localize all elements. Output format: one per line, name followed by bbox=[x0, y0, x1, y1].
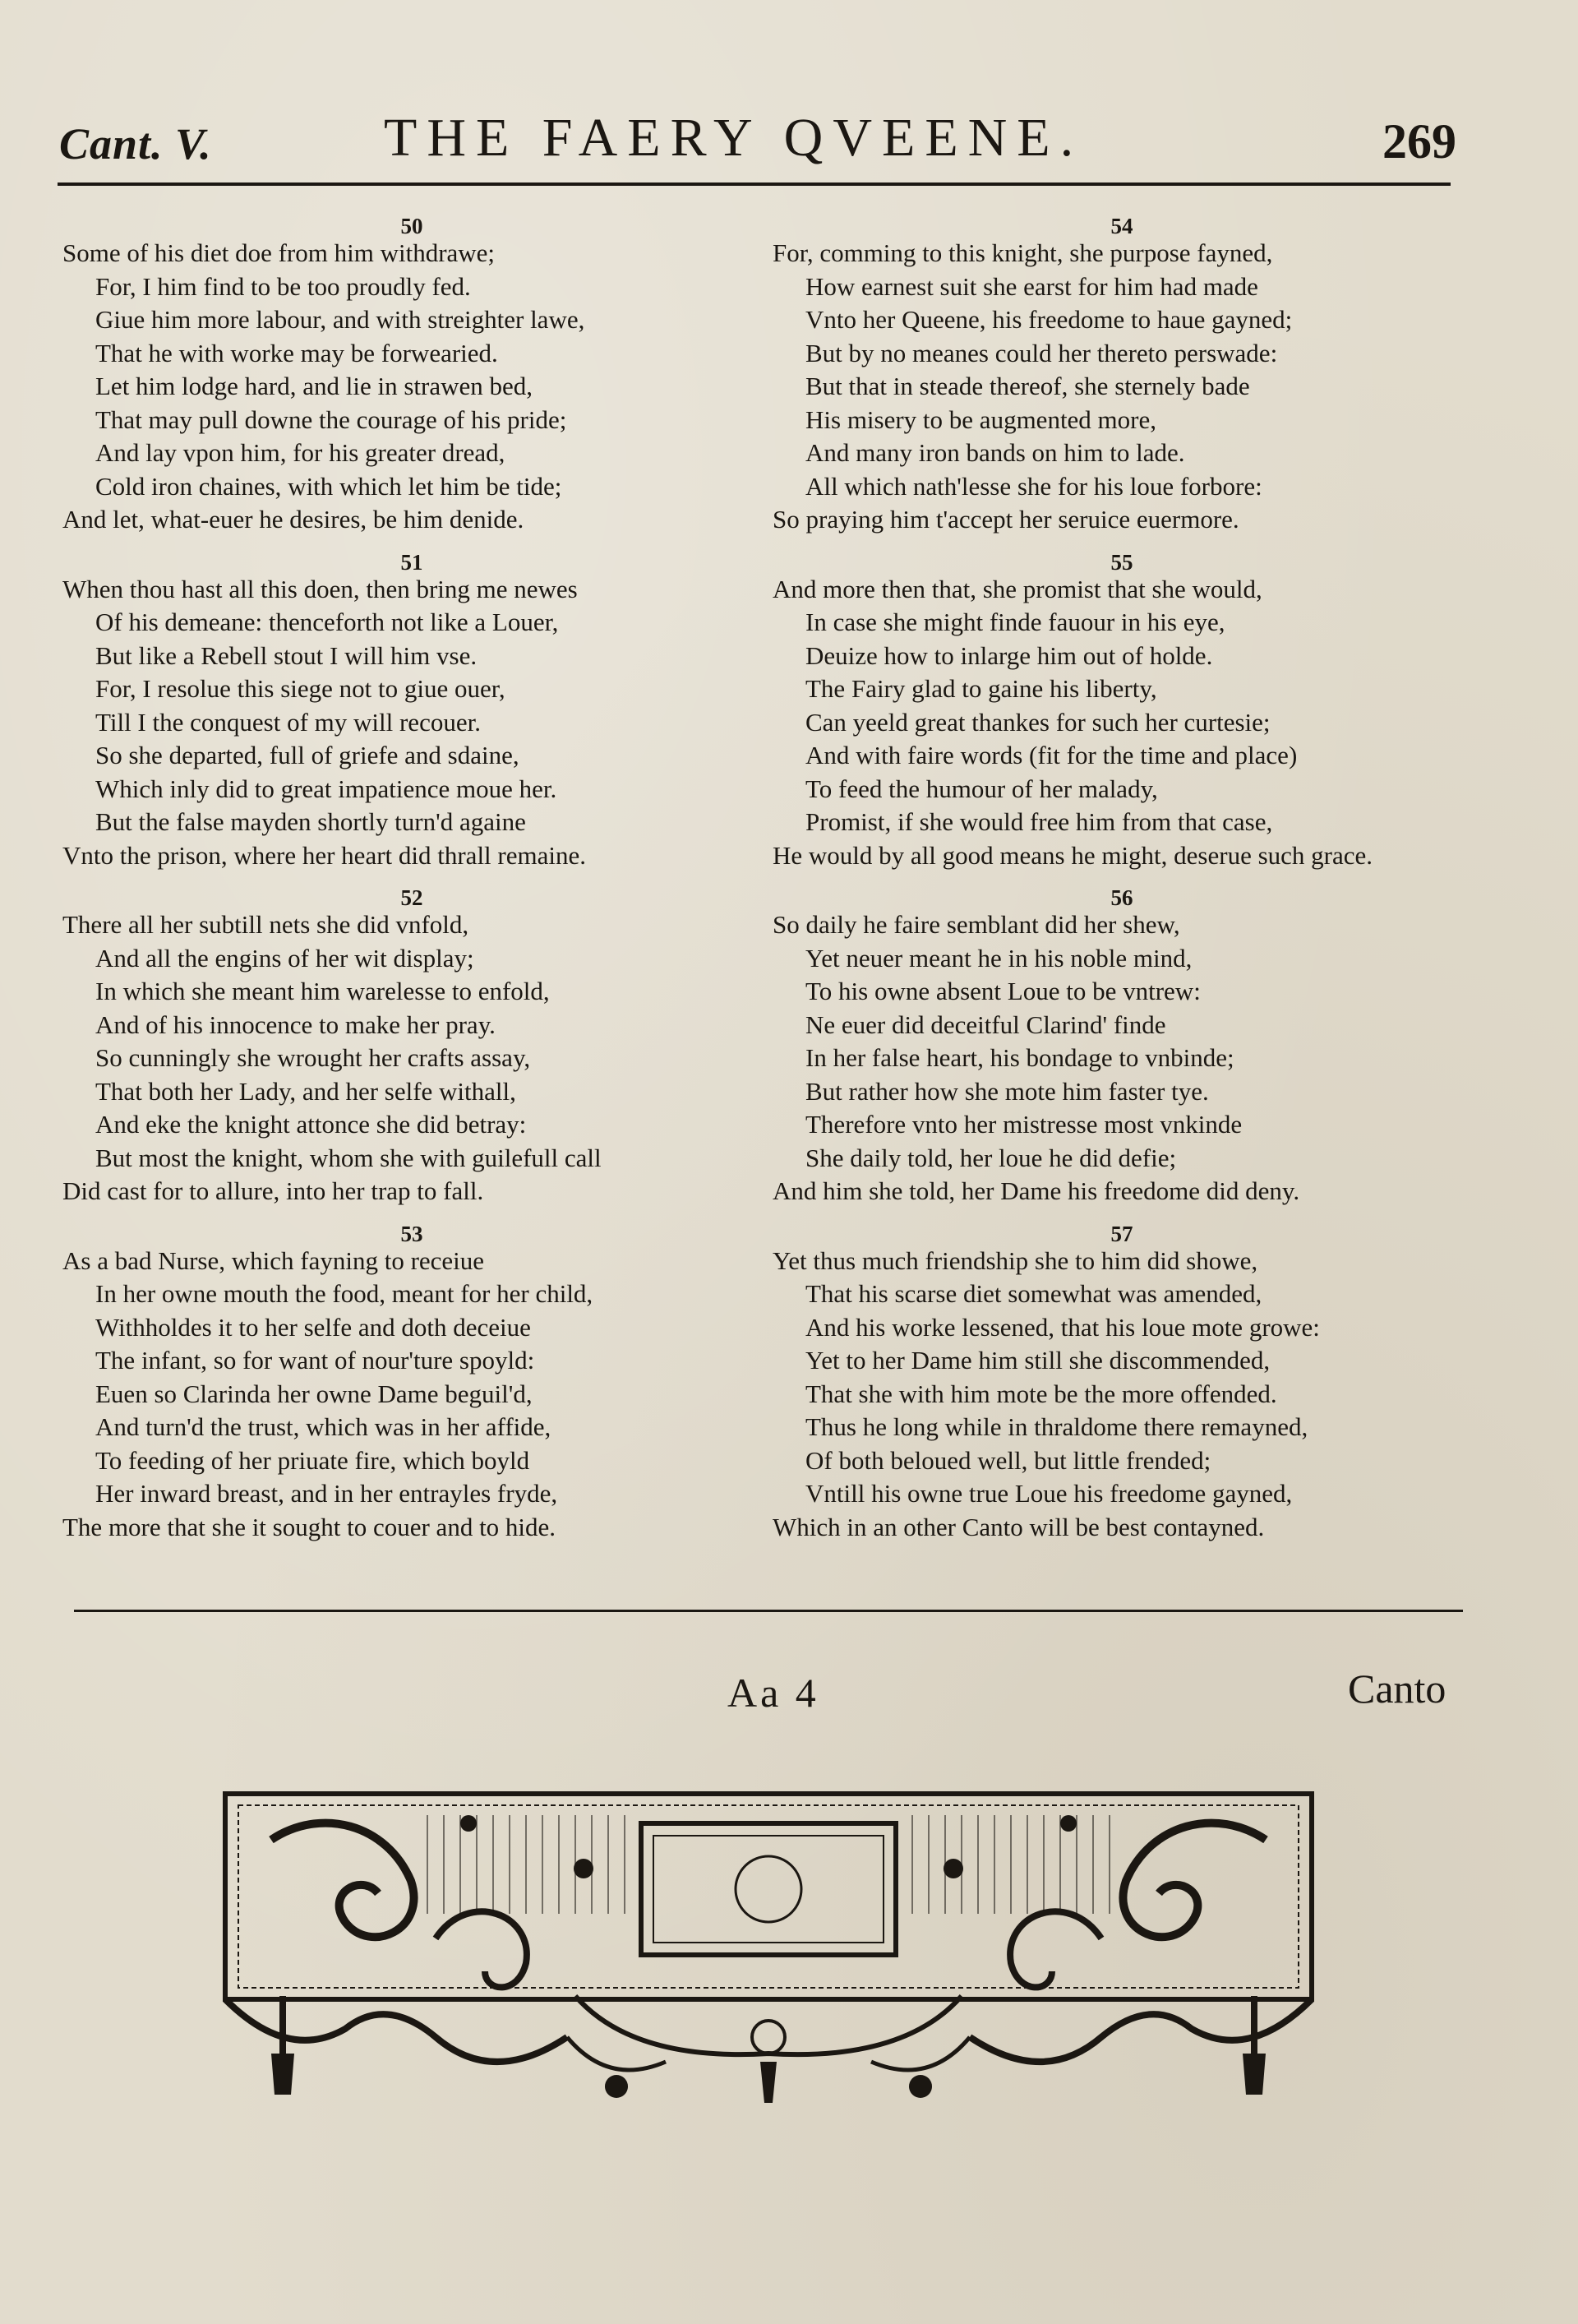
verse-line: But like a Rebell stout I will him vse. bbox=[95, 640, 478, 670]
verse-line: Withholdes it to her selfe and doth deceiue bbox=[95, 1312, 531, 1342]
stanza-number: 52 bbox=[400, 885, 423, 910]
verse-line: Ne euer did deceitful Clarind' finde bbox=[805, 1010, 1166, 1039]
verse-line: But that in steade thereof, she sternely bade bbox=[805, 372, 1250, 400]
verse-line: Promist, if she would free him from that case, bbox=[805, 807, 1273, 836]
verse-line: And him she told, her Dame his freedome did deny. bbox=[773, 1176, 1300, 1205]
verse-line: As a bad Nurse, which fayning to receiue bbox=[62, 1245, 485, 1275]
stanza bbox=[773, 887, 1463, 1208]
verse-line: So praying him t'accept her seruice euermore. bbox=[773, 505, 1239, 534]
verse-line: Therefore vnto her mistresse most vnkinde bbox=[805, 1110, 1243, 1139]
verse-line: In which she meant him warelesse to enfold, bbox=[95, 977, 550, 1005]
verse-line: So she departed, full of griefe and sdaine, bbox=[95, 741, 519, 769]
verse-line: And of his innocence to make her pray. bbox=[95, 1010, 496, 1039]
verse-line: But most the knight, whom she with guilefull call bbox=[95, 1143, 602, 1172]
header-rule bbox=[58, 183, 1451, 186]
verse-line: Let him lodge hard, and lie in strawen bed, bbox=[95, 372, 533, 400]
stanza-number: 55 bbox=[1110, 549, 1133, 575]
page-number: 269 bbox=[1382, 114, 1456, 169]
verse-line: But by no meanes could her thereto perswade: bbox=[805, 338, 1278, 367]
verse-line: For, I him find to be too proudly fed. bbox=[95, 271, 471, 301]
book-title: THE FAERY QVEENE. bbox=[384, 108, 1084, 168]
verse-line: Yet neuer meant he in his noble mind, bbox=[805, 943, 1193, 973]
running-head bbox=[59, 107, 1456, 173]
verse-line: But rather how she mote him faster tye. bbox=[805, 1076, 1209, 1106]
verse-line: And many iron bands on him to lade. bbox=[805, 438, 1185, 467]
stanza bbox=[62, 887, 753, 1208]
verse-line: And all the engins of her wit display; bbox=[95, 943, 474, 973]
stanza bbox=[773, 1223, 1463, 1545]
verse-line: Yet to her Dame him still she discommended, bbox=[805, 1346, 1271, 1375]
stanza bbox=[773, 549, 1463, 873]
verse-line: Thus he long while in thraldome there remayned, bbox=[805, 1412, 1308, 1441]
stanza-number: 51 bbox=[400, 549, 423, 575]
verse-line: And eke the knight attonce she did betray: bbox=[95, 1110, 527, 1139]
verse-line: When thou hast all this doen, then bring me newes bbox=[62, 574, 578, 603]
verse-line: And let, what-euer he desires, be him denide. bbox=[62, 505, 524, 534]
verse-line: Vntill his owne true Loue his freedome gayned, bbox=[805, 1479, 1293, 1508]
verse-line: The infant, so for want of nour'ture spoyld: bbox=[95, 1346, 535, 1375]
verse-line: Euen so Clarinda her owne Dame beguil'd, bbox=[95, 1379, 533, 1408]
verse-line: And more then that, she promist that she would, bbox=[773, 574, 1262, 603]
canto-reference: Cant. V. bbox=[59, 119, 212, 169]
verse-line: Giue him more labour, and with streighter lawe, bbox=[95, 305, 585, 334]
verse-line: Deuize how to inlarge him out of holde. bbox=[805, 640, 1213, 670]
woodcut-headpiece-ornament-icon bbox=[222, 1790, 1315, 2119]
verse-line: And his worke lessened, that his loue mote growe: bbox=[805, 1312, 1320, 1342]
verse-line: For, comming to this knight, she purpose fayned, bbox=[773, 238, 1273, 267]
stanza-number: 54 bbox=[1110, 214, 1133, 238]
verse-line: So daily he faire semblant did her shew, bbox=[773, 910, 1180, 939]
verse-line: That his scarse diet somewhat was amended, bbox=[805, 1279, 1262, 1308]
verse-line: To feeding of her priuate fire, which boyld bbox=[95, 1445, 530, 1475]
stanza-number: 57 bbox=[1110, 1221, 1133, 1246]
verse-line: Of his demeane: thenceforth not like a Louer, bbox=[95, 608, 559, 636]
verse-line: Till I the conquest of my will recouer. bbox=[95, 707, 481, 737]
verse-line: To his owne absent Loue to be vntrew: bbox=[805, 977, 1201, 1005]
verse-line: That she with him mote be the more offended. bbox=[805, 1379, 1277, 1408]
stanza bbox=[62, 549, 753, 873]
stanza-number: 56 bbox=[1110, 885, 1133, 910]
verse-line: All which nath'lesse she for his loue forbore: bbox=[805, 471, 1262, 501]
verse-line: Yet thus much friendship she to him did showe, bbox=[773, 1245, 1258, 1275]
verse-line: How earnest suit she earst for him had made bbox=[805, 271, 1258, 301]
verse-line: Her inward breast, and in her entrayles fryde, bbox=[95, 1479, 558, 1508]
verse-line: And with faire words (fit for the time and place) bbox=[805, 741, 1298, 769]
stanza-number: 53 bbox=[400, 1221, 423, 1246]
verse-line: He would by all good means he might, deserue such grace. bbox=[773, 840, 1373, 870]
verse-line: His misery to be augmented more, bbox=[805, 404, 1157, 434]
verse-line: In her false heart, his bondage to vnbinde; bbox=[805, 1043, 1234, 1072]
stanza bbox=[62, 1223, 753, 1545]
verse-line: She daily told, her loue he did defie; bbox=[805, 1143, 1177, 1172]
signature-mark: Aa 4 bbox=[727, 1670, 819, 1716]
verse-line: Vnto her Queene, his freedome to haue gayned; bbox=[805, 305, 1293, 334]
verse-line: In case she might finde fauour in his eye, bbox=[805, 608, 1225, 636]
left-column bbox=[62, 215, 753, 1559]
verse-line: That both her Lady, and her selfe withall, bbox=[95, 1076, 516, 1106]
verse-line: Which inly did to great impatience moue her. bbox=[95, 774, 557, 803]
verse-line: Of both beloued well, but little frended; bbox=[805, 1445, 1211, 1475]
verse-line: In her owne mouth the food, meant for her child, bbox=[95, 1279, 593, 1308]
verse-line: And lay vpon him, for his greater dread, bbox=[95, 438, 505, 467]
stanza bbox=[773, 215, 1463, 537]
verse-line: Vnto the prison, where her heart did thrall remaine. bbox=[62, 840, 586, 870]
right-column bbox=[773, 215, 1463, 1559]
verse-line: Can yeeld great thankes for such her curtesie; bbox=[805, 707, 1271, 737]
verse-line: And turn'd the trust, which was in her affide, bbox=[95, 1412, 551, 1441]
verse-line: That he with worke may be forwearied. bbox=[95, 338, 498, 367]
verse-line: There all her subtill nets she did vnfold, bbox=[62, 910, 469, 939]
verse-line: But the false mayden shortly turn'd againe bbox=[95, 807, 526, 836]
verse-line: To feed the humour of her malady, bbox=[805, 774, 1158, 803]
verse-line: Cold iron chaines, with which let him be tide; bbox=[95, 471, 562, 501]
verse-line: The Fairy glad to gaine his liberty, bbox=[805, 674, 1157, 703]
verse-line: Did cast for to allure, into her trap to fall. bbox=[62, 1176, 484, 1205]
catchword: Canto bbox=[1348, 1666, 1446, 1712]
verse-line: Some of his diet doe from him withdrawe; bbox=[62, 238, 496, 267]
verse-line: Which in an other Canto will be best contayned. bbox=[773, 1512, 1265, 1541]
stanza-number: 50 bbox=[400, 214, 423, 238]
verse-line: That may pull downe the courage of his pride; bbox=[95, 404, 567, 434]
verse-line: So cunningly she wrought her crafts assay, bbox=[95, 1043, 531, 1072]
footer-rule bbox=[74, 1610, 1463, 1612]
stanza bbox=[62, 215, 753, 537]
verse-line: The more that she it sought to couer and to hide. bbox=[62, 1512, 556, 1541]
verse-line: For, I resolue this siege not to giue ouer, bbox=[95, 674, 505, 703]
